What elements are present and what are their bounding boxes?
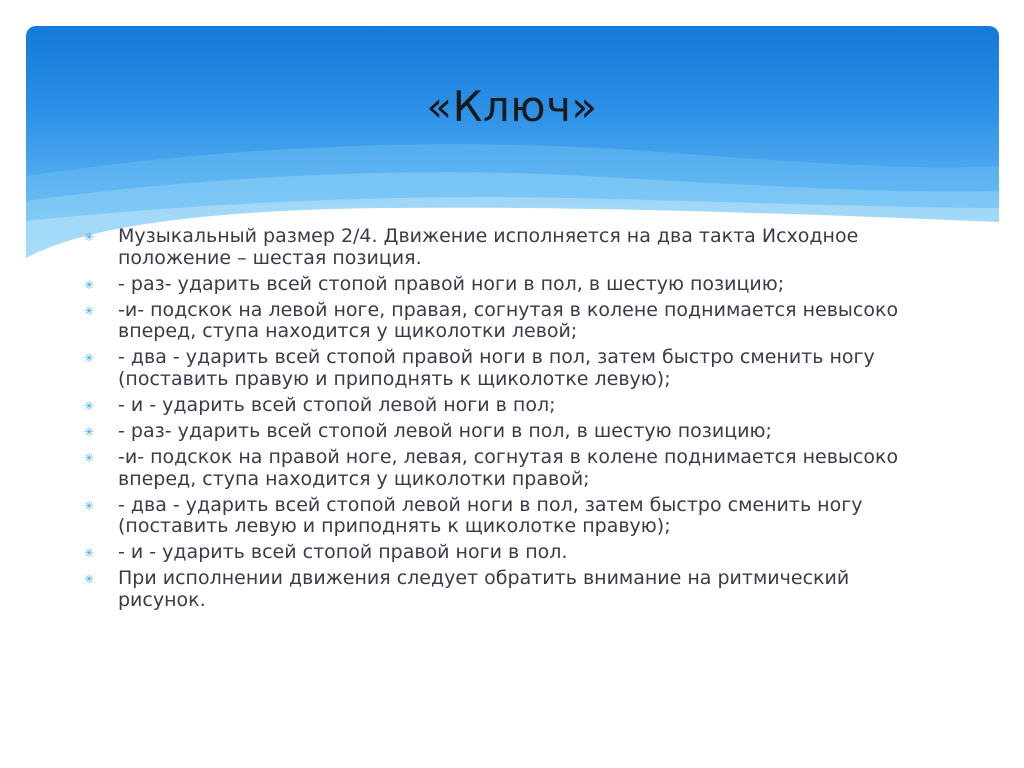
list-item-text: -и- подскок на правой ноге, левая, согнутая в колене поднимается невысоко вперед, ступа находится у щиколотки правой; [118,446,899,490]
asterisk-bullet-icon: ✳ [84,351,95,366]
list-item-text: - раз- ударить всей стопой правой ноги в пол, в шестую позицию; [118,272,785,295]
list-item [84,542,904,564]
list-item-text: - и - ударить всей стопой левой ноги в пол; [118,393,556,416]
asterisk-bullet-icon: ✳ [84,424,95,439]
asterisk-bullet-icon: ✳ [84,398,95,413]
asterisk-bullet-icon: ✳ [84,572,95,587]
list-item [84,347,904,390]
asterisk-bullet-icon: ✳ [84,498,95,513]
list-item-text: При исполнении движения следует обратить внимание на ритмический рисунок. [118,567,850,611]
list-item-text: - два - ударить всей стопой правой ноги в пол, затем быстро сменить ногу (поставить правую и приподнять к щиколотке левую); [118,346,875,390]
list-item [84,568,904,611]
asterisk-bullet-icon: ✳ [84,451,95,466]
header-wave-decoration [26,26,999,258]
asterisk-bullet-icon: ✳ [84,546,95,561]
asterisk-bullet-icon: ✳ [84,277,95,292]
list-item-text: Музыкальный размер 2/4. Движение исполняется на два такта Исходное положение – шестая позиция. [118,225,859,269]
list-item [84,274,904,296]
list-item [84,300,904,343]
list-item-text: -и- подскок на левой ноге, правая, согнутая в колене поднимается невысоко вперед, ступа находится у щиколотки левой; [118,298,899,343]
list-item-text: - и - ударить всей стопой правой ноги в пол. [118,541,568,564]
list-item [84,421,904,443]
list-item-text: - два - ударить всей стопой левой ноги в пол, затем быстро сменить ногу (поставить левую и приподнять к щиколотке правую); [118,493,863,538]
list-item-text: - раз- ударить всей стопой левой ноги в пол, в шестую позицию; [118,419,772,442]
list-item [84,395,904,417]
slide-title: «Ключ» [426,82,598,131]
list-item [84,495,904,538]
list-item [84,226,904,269]
header-band [26,26,999,258]
asterisk-bullet-icon: ✳ [84,230,95,244]
list-item [84,447,904,490]
asterisk-bullet-icon: ✳ [84,303,95,318]
bullet-list [84,226,904,616]
